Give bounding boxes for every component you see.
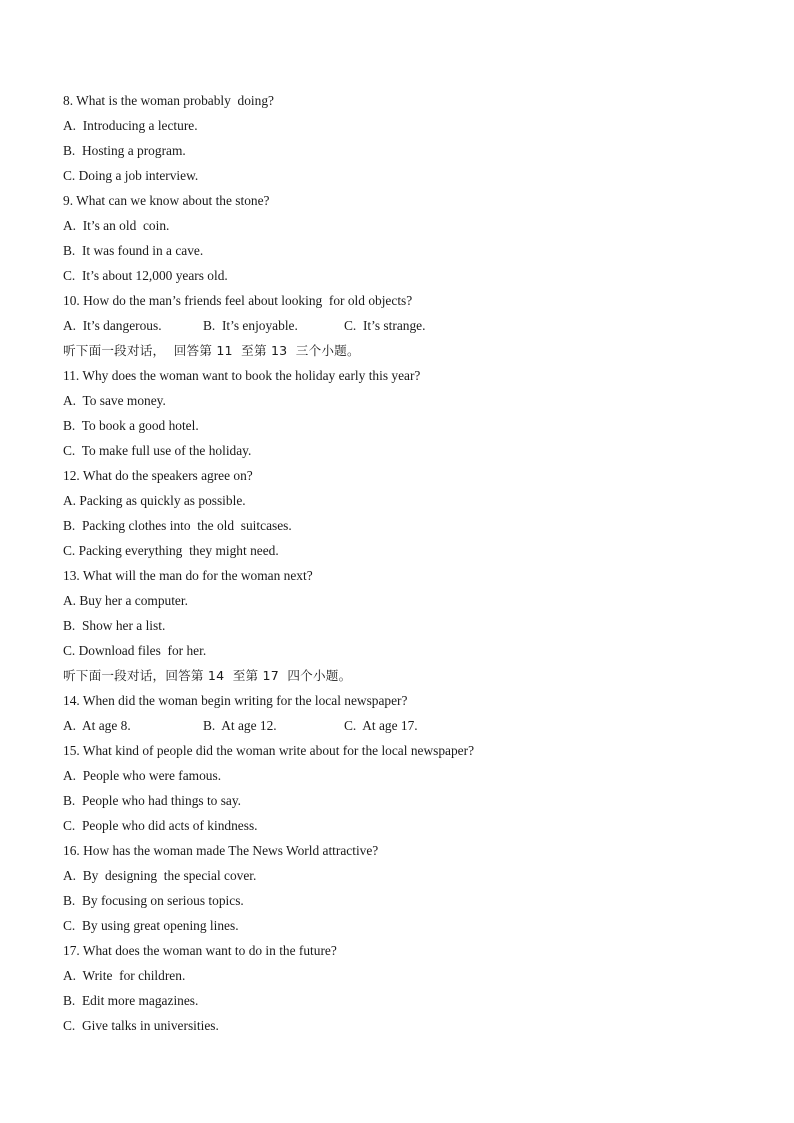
exam-page	[63, 88, 743, 1038]
section-instruction-14-17: 听下面一段对话，回答第 14 至第 17 四个小题。	[63, 668, 352, 683]
question-12-option-a: A. Packing as quickly as possible.	[63, 493, 246, 508]
question-10-options	[63, 313, 743, 338]
question-16-option-b: B. By focusing on serious topics.	[63, 893, 244, 908]
question-9-option-c: C. It’s about 12,000 years old.	[63, 268, 228, 283]
question-8-option-b: B. Hosting a program.	[63, 143, 186, 158]
question-12-stem: 12. What do the speakers agree on?	[63, 468, 253, 483]
question-12-option-c: C. Packing everything they might need.	[63, 543, 279, 558]
question-9-option-b: B. It was found in a cave.	[63, 243, 204, 258]
question-17-stem: 17. What does the woman want to do in the future?	[63, 943, 337, 958]
question-15-stem: 15. What kind of people did the woman write about for the local newspaper?	[63, 743, 475, 758]
question-15-option-a: A. People who were famous.	[63, 768, 222, 783]
question-10-option-c: C. It’s strange.	[344, 318, 426, 333]
question-11-stem: 11. Why does the woman want to book the holiday early this year?	[63, 368, 421, 383]
question-14-option-a: A. At age 8.	[63, 718, 131, 733]
question-10-stem: 10. How do the man’s friends feel about looking for old objects?	[63, 293, 413, 308]
question-10-option-a: A. It’s dangerous.	[63, 318, 162, 333]
question-17-option-a: A. Write for children.	[63, 968, 186, 983]
question-13-option-c: C. Download files for her.	[63, 643, 207, 658]
question-14-option-c: C. At age 17.	[344, 718, 418, 733]
question-16-option-c: C. By using great opening lines.	[63, 918, 239, 933]
question-9-option-a: A. It’s an old coin.	[63, 218, 170, 233]
question-17-option-b: B. Edit more magazines.	[63, 993, 199, 1008]
question-17-option-c: C. Give talks in universities.	[63, 1018, 219, 1033]
question-14-options	[63, 713, 743, 738]
question-16-option-a: A. By designing the special cover.	[63, 868, 257, 883]
question-15-option-b: B. People who had things to say.	[63, 793, 242, 808]
section-instruction-11-13: 听下面一段对话， 回答第 11 至第 13 三个小题。	[63, 343, 360, 358]
question-9-stem: 9. What can we know about the stone?	[63, 193, 270, 208]
question-11-option-b: B. To book a good hotel.	[63, 418, 199, 433]
question-15-option-c: C. People who did acts of kindness.	[63, 818, 258, 833]
question-12-option-b: B. Packing clothes into the old suitcases.	[63, 518, 292, 533]
question-8-option-a: A. Introducing a lecture.	[63, 118, 198, 133]
question-11-option-c: C. To make full use of the holiday.	[63, 443, 252, 458]
question-14-option-b: B. At age 12.	[203, 718, 277, 733]
question-11-option-a: A. To save money.	[63, 393, 166, 408]
question-10-option-b: B. It’s enjoyable.	[203, 318, 298, 333]
question-8-stem: 8. What is the woman probably doing?	[63, 93, 274, 108]
question-8-option-c: C. Doing a job interview.	[63, 168, 199, 183]
question-13-option-b: B. Show her a list.	[63, 618, 166, 633]
question-13-stem: 13. What will the man do for the woman next?	[63, 568, 313, 583]
question-14-stem: 14. When did the woman begin writing for the local newspaper?	[63, 693, 408, 708]
question-13-option-a: A. Buy her a computer.	[63, 593, 188, 608]
question-16-stem: 16. How has the woman made The News World attractive?	[63, 843, 379, 858]
